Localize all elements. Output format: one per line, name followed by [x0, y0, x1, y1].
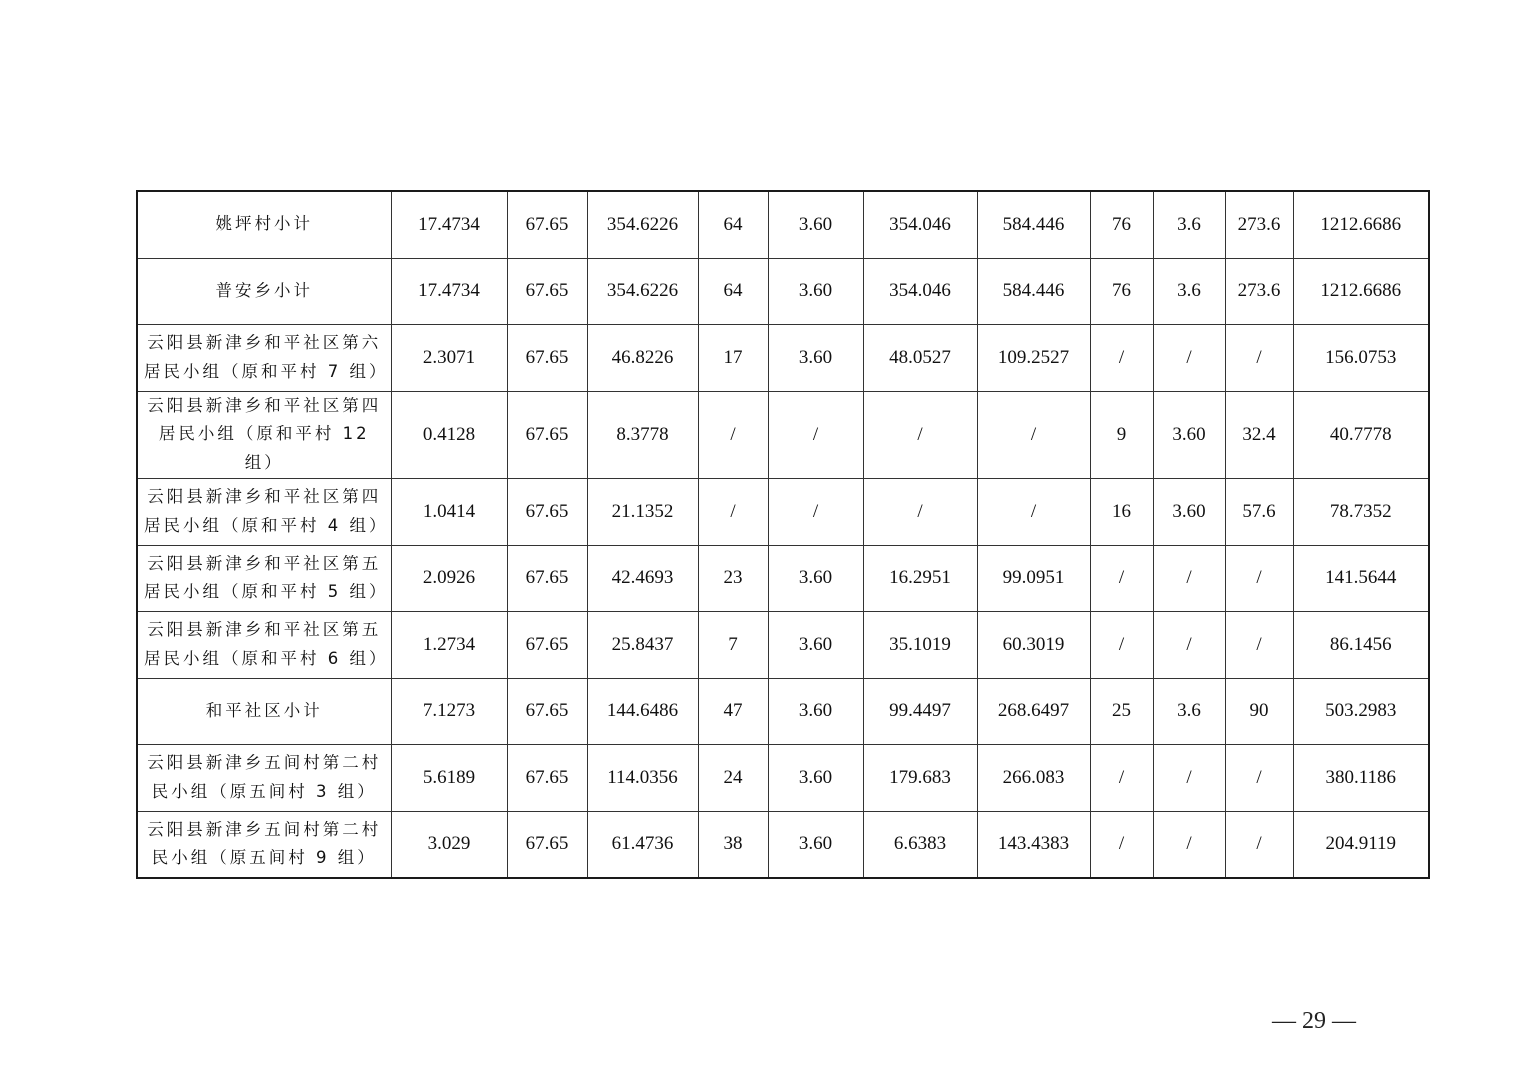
table-cell: /	[1090, 325, 1153, 392]
table-cell: 6.6383	[863, 811, 977, 878]
table-cell: 354.6226	[587, 258, 698, 325]
table-cell: 141.5644	[1293, 545, 1429, 612]
table-cell: 32.4	[1225, 391, 1293, 479]
table-cell: 25.8437	[587, 612, 698, 679]
row-name-cell: 云阳县新津乡和平社区第六居民小组（原和平村 7 组）	[137, 325, 391, 392]
table-cell: 503.2983	[1293, 678, 1429, 745]
table-cell: 3.6	[1153, 258, 1225, 325]
table-cell: /	[1225, 811, 1293, 878]
table-cell: 5.6189	[391, 745, 507, 812]
table-cell: /	[977, 391, 1090, 479]
table-cell: 90	[1225, 678, 1293, 745]
table-cell: 23	[698, 545, 768, 612]
table-cell: 40.7778	[1293, 391, 1429, 479]
table-cell: 47	[698, 678, 768, 745]
table-cell: 67.65	[507, 258, 587, 325]
table-cell: 3.60	[768, 612, 863, 679]
table-cell: 584.446	[977, 191, 1090, 258]
table-cell: 3.60	[1153, 479, 1225, 546]
table-row	[137, 545, 1429, 612]
table-cell: /	[1225, 612, 1293, 679]
table-cell: 17.4734	[391, 258, 507, 325]
table-cell: /	[1090, 745, 1153, 812]
table-cell: 1212.6686	[1293, 191, 1429, 258]
row-name-cell: 云阳县新津乡和平社区第四居民小组（原和平村 4 组）	[137, 479, 391, 546]
table-cell: 268.6497	[977, 678, 1090, 745]
row-name-cell: 云阳县新津乡和平社区第五居民小组（原和平村 6 组）	[137, 612, 391, 679]
row-name-cell: 普安乡小计	[137, 258, 391, 325]
table-row	[137, 745, 1429, 812]
table-cell: 25	[1090, 678, 1153, 745]
table-cell: 3.029	[391, 811, 507, 878]
table-cell: /	[768, 391, 863, 479]
table-cell: /	[768, 479, 863, 546]
table-cell: 0.4128	[391, 391, 507, 479]
table-body	[137, 191, 1429, 878]
table-cell: 3.60	[1153, 391, 1225, 479]
table-cell: 67.65	[507, 745, 587, 812]
table-cell: 3.6	[1153, 191, 1225, 258]
table-cell: 67.65	[507, 191, 587, 258]
table-cell: 3.6	[1153, 678, 1225, 745]
table-cell: 57.6	[1225, 479, 1293, 546]
table-cell: 42.4693	[587, 545, 698, 612]
row-name-cell: 云阳县新津乡五间村第二村民小组（原五间村 3 组）	[137, 745, 391, 812]
table-cell: 67.65	[507, 325, 587, 392]
table-cell: 7	[698, 612, 768, 679]
table-cell: /	[1225, 545, 1293, 612]
table-cell: 99.4497	[863, 678, 977, 745]
table-cell: /	[977, 479, 1090, 546]
table-cell: 24	[698, 745, 768, 812]
table-cell: 67.65	[507, 612, 587, 679]
table-cell: 76	[1090, 258, 1153, 325]
table-cell: 3.60	[768, 191, 863, 258]
table-cell: /	[1153, 612, 1225, 679]
table-cell: 67.65	[507, 678, 587, 745]
table-cell: 67.65	[507, 811, 587, 878]
table-cell: 3.60	[768, 745, 863, 812]
table-cell: 584.446	[977, 258, 1090, 325]
table-cell: 67.65	[507, 545, 587, 612]
table-cell: 354.046	[863, 258, 977, 325]
table-cell: /	[1090, 612, 1153, 679]
table-cell: 1.2734	[391, 612, 507, 679]
row-name-cell: 云阳县新津乡和平社区第四居民小组（原和平村 12 组）	[137, 391, 391, 479]
table-cell: 99.0951	[977, 545, 1090, 612]
table-row	[137, 612, 1429, 679]
table-cell: 1212.6686	[1293, 258, 1429, 325]
table-cell: 64	[698, 191, 768, 258]
table-cell: /	[1090, 811, 1153, 878]
table-cell: 204.9119	[1293, 811, 1429, 878]
table-row	[137, 678, 1429, 745]
table-cell: 67.65	[507, 391, 587, 479]
page-number: — 29 —	[1272, 1008, 1356, 1034]
table-cell: /	[1225, 325, 1293, 392]
table-cell: /	[1153, 811, 1225, 878]
table-cell: 266.083	[977, 745, 1090, 812]
table-cell: 143.4383	[977, 811, 1090, 878]
row-name-cell: 姚坪村小计	[137, 191, 391, 258]
table-cell: 273.6	[1225, 191, 1293, 258]
table-cell: /	[1153, 745, 1225, 812]
table-row	[137, 258, 1429, 325]
table-cell: 380.1186	[1293, 745, 1429, 812]
table-cell: 17	[698, 325, 768, 392]
table-cell: 1.0414	[391, 479, 507, 546]
table-cell: /	[863, 391, 977, 479]
table-cell: 273.6	[1225, 258, 1293, 325]
table-cell: 114.0356	[587, 745, 698, 812]
table-cell: /	[1225, 745, 1293, 812]
table-cell: 16	[1090, 479, 1153, 546]
table-row	[137, 391, 1429, 479]
table-cell: 109.2527	[977, 325, 1090, 392]
table-cell: 3.60	[768, 325, 863, 392]
data-table	[136, 190, 1430, 879]
table-cell: 354.046	[863, 191, 977, 258]
table-cell: 354.6226	[587, 191, 698, 258]
table-cell: 179.683	[863, 745, 977, 812]
row-name-cell: 云阳县新津乡和平社区第五居民小组（原和平村 5 组）	[137, 545, 391, 612]
table-row	[137, 479, 1429, 546]
table-cell: 9	[1090, 391, 1153, 479]
table-cell: 38	[698, 811, 768, 878]
table-row	[137, 811, 1429, 878]
table-cell: 8.3778	[587, 391, 698, 479]
table-cell: 48.0527	[863, 325, 977, 392]
table-cell: 3.60	[768, 545, 863, 612]
row-name-cell: 云阳县新津乡五间村第二村民小组（原五间村 9 组）	[137, 811, 391, 878]
table-cell: 21.1352	[587, 479, 698, 546]
table-cell: 46.8226	[587, 325, 698, 392]
table-cell: 61.4736	[587, 811, 698, 878]
table-cell: 156.0753	[1293, 325, 1429, 392]
table-row	[137, 191, 1429, 258]
table-cell: 7.1273	[391, 678, 507, 745]
table-row	[137, 325, 1429, 392]
table-cell: 3.60	[768, 258, 863, 325]
table-cell: 67.65	[507, 479, 587, 546]
table-cell: 76	[1090, 191, 1153, 258]
table-cell: /	[1153, 545, 1225, 612]
table-cell: 144.6486	[587, 678, 698, 745]
table-cell: 64	[698, 258, 768, 325]
table-cell: /	[1153, 325, 1225, 392]
table-cell: /	[698, 479, 768, 546]
row-name-cell: 和平社区小计	[137, 678, 391, 745]
table-cell: 17.4734	[391, 191, 507, 258]
table-cell: /	[1090, 545, 1153, 612]
table-cell: 60.3019	[977, 612, 1090, 679]
table-cell: 16.2951	[863, 545, 977, 612]
table-cell: 3.60	[768, 678, 863, 745]
table-cell: 86.1456	[1293, 612, 1429, 679]
table-cell: 2.0926	[391, 545, 507, 612]
table-cell: 3.60	[768, 811, 863, 878]
table-cell: /	[698, 391, 768, 479]
table-cell: /	[863, 479, 977, 546]
table-cell: 2.3071	[391, 325, 507, 392]
table-cell: 78.7352	[1293, 479, 1429, 546]
table-cell: 35.1019	[863, 612, 977, 679]
